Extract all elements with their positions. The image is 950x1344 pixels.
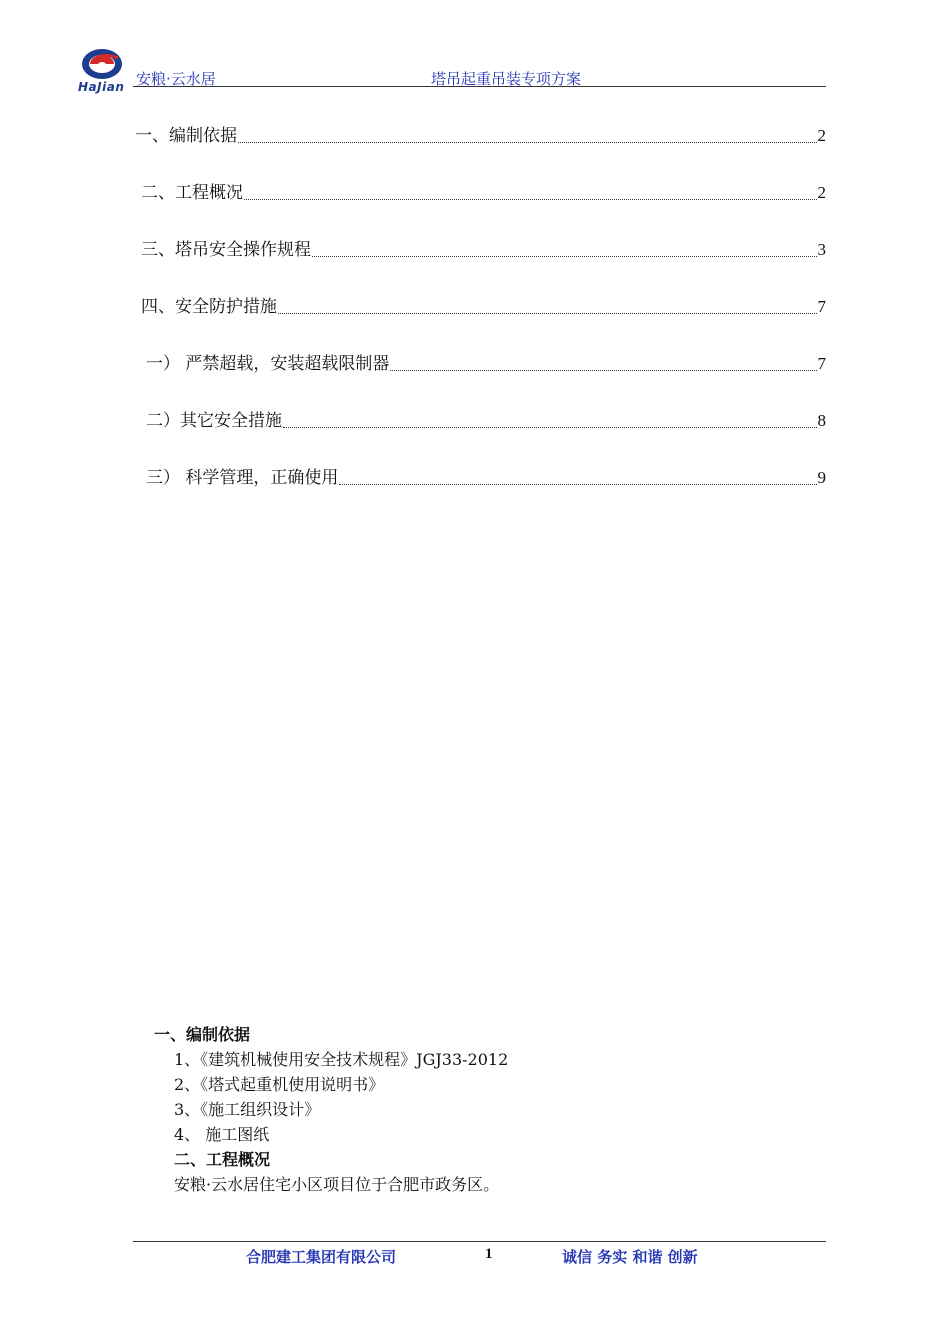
toc-entry-label: 三、塔吊安全操作规程 (141, 240, 311, 260)
reference-item: 2、《塔式起重机使用说明书》 (174, 1075, 385, 1094)
footer-motto: 诚信 务实 和谐 创新 (562, 1248, 698, 1266)
reference-item: 1、《建筑机械使用安全技术规程》JGJ33-2012 (174, 1050, 509, 1069)
toc-entry-label: 二、工程概况 (141, 183, 243, 203)
toc-leader-dots (390, 350, 816, 371)
header-divider (133, 86, 826, 87)
toc-entry[interactable] (135, 464, 826, 521)
toc-entry[interactable] (135, 236, 826, 293)
toc-leader-dots (244, 179, 817, 200)
toc-entry[interactable] (135, 350, 826, 407)
logo-text: HaJian (78, 80, 125, 94)
toc-entry-page: 2 (817, 183, 826, 202)
toc-leader-dots (312, 236, 817, 257)
reference-item: 3、《施工组织设计》 (174, 1100, 321, 1119)
toc-entry-label: 一、编制依据 (135, 126, 237, 146)
toc-entry[interactable] (135, 407, 826, 464)
toc-leader-dots (283, 407, 817, 428)
toc-leader-dots (339, 464, 816, 485)
toc-entry-page: 2 (817, 126, 826, 145)
page-header (78, 40, 826, 94)
toc-leader-dots (238, 122, 817, 143)
table-of-contents (135, 122, 826, 521)
toc-entry[interactable] (135, 122, 826, 179)
toc-entry-label: 四、安全防护措施 (141, 297, 277, 317)
toc-entry-page: 7 (817, 297, 826, 316)
toc-entry[interactable] (135, 293, 826, 350)
body-paragraph: 安粮·云水居住宅小区项目位于合肥市政务区。 (174, 1175, 500, 1194)
toc-entry-page: 7 (817, 354, 826, 373)
header-project-name: 安粮·云水居 (136, 70, 216, 88)
toc-entry-page: 8 (817, 411, 826, 430)
section-heading: 一、编制依据 (154, 1025, 251, 1044)
footer-company-name: 合肥建工集团有限公司 (246, 1248, 397, 1266)
toc-entry-label: 二）其它安全措施 (146, 411, 282, 431)
header-document-title: 塔吊起重吊装专项方案 (431, 70, 582, 88)
page-number: 1 (485, 1246, 493, 1262)
document-body (154, 1022, 804, 1197)
toc-entry-page: 3 (817, 240, 826, 259)
section-heading: 二、工程概况 (174, 1150, 271, 1169)
footer-divider (133, 1241, 826, 1242)
toc-entry-label: 三） 科学管理，正确使用 (146, 468, 339, 488)
reference-item: 4、 施工图纸 (174, 1125, 270, 1144)
toc-entry-page: 9 (817, 468, 826, 487)
toc-entry[interactable] (135, 179, 826, 236)
toc-entry-label: 一） 严禁超载，安装超载限制器 (146, 354, 390, 374)
toc-leader-dots (278, 293, 817, 314)
